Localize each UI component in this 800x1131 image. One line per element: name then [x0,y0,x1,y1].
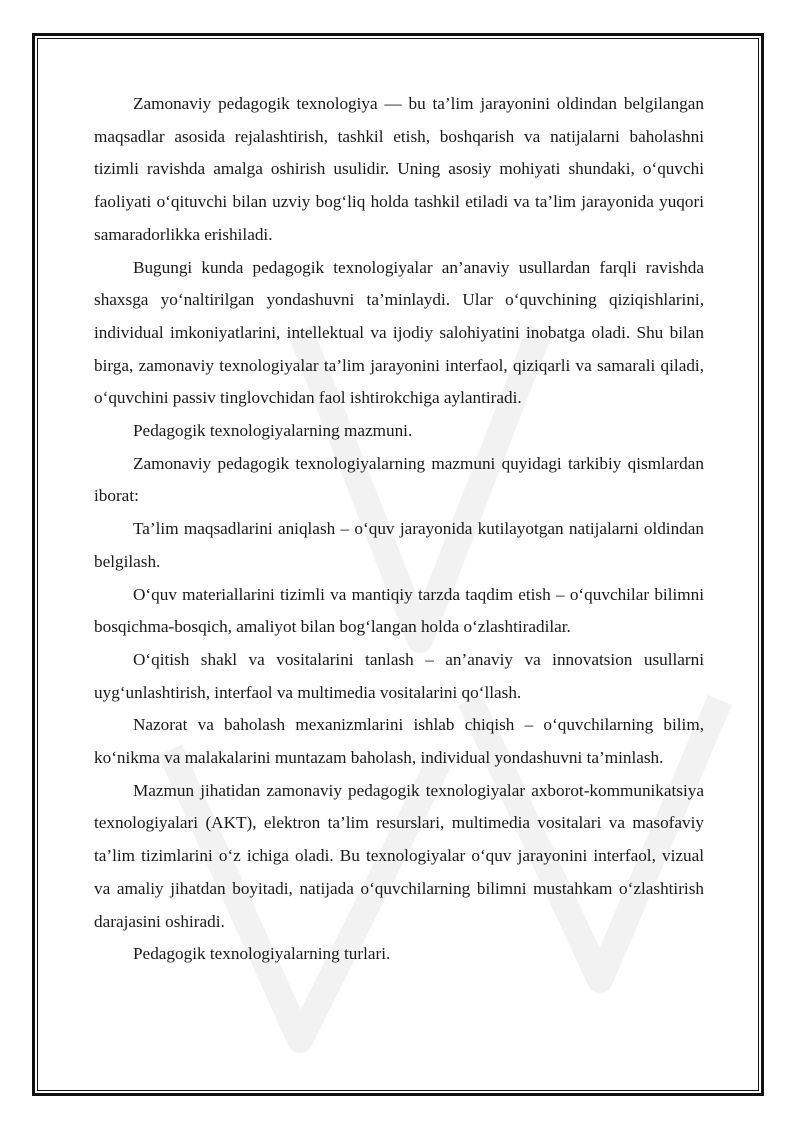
paragraph: Zamonaviy pedagogik texnologiyalarning mazmuni quyidagi tarkibiy qismlardan iborat: [94,453,704,506]
paragraph: Bugungi kunda pedagogik texnologiyalar an’anaviy usullardan farqli ravishda shaxsga yo‘naltirilgan yondashuvni ta’minlaydi. Ular o‘quvchining qiziqishlarini, individual imkoniyatlarini, intellektual va ijodiy salohiyatini inobatga oladi. Shu bilan birga, zamonaviy texnologiyalar ta’lim jarayonini interfaol, qiziqarli va samarali qiladi, o‘quvchini passiv tinglovchidan faol ishtirokchiga aylantiradi. [94,257,704,408]
document-body [94,88,704,971]
list-item: Ta’lim maqsadlarini aniqlash – o‘quv jarayonida kutilayotgan natijalarni oldindan belgilash. [94,519,704,571]
list-item: O‘qitish shakl va vositalarini tanlash – an’anaviy va innovatsion usullarni uyg‘unlashtirish, interfaol va multimedia vositalarini qo‘llash. [94,649,704,702]
section-heading: Pedagogik texnologiyalarning turlari. [133,944,391,964]
section-heading: Pedagogik texnologiyalarning mazmuni. [133,421,413,441]
list-item: Nazorat va baholash mexanizmlarini ishlab chiqish – o‘quvchilarning bilim, ko‘nikma va malakalarini muntazam baholash, individual yondashuvni ta’minlash. [94,715,704,768]
paragraph: Mazmun jihatidan zamonaviy pedagogik texnologiyalar axborot-kommunikatsiya texnologiyalari (AKT), elektron ta’lim resurslari, multimedia vositalari va masofaviy ta’lim tizimlarini o‘z ichiga oladi. Bu texnologiyalar o‘quv jarayonini interfaol, vizual va amaliy jihatdan boyitadi, natijada o‘quvchilarning bilimni mustahkam o‘zlashtirish darajasini oshiradi. [94,780,704,931]
list-item: O‘quv materiallarini tizimli va mantiqiy tarzda taqdim etish – o‘quvchilar bilimni bosqichma-bosqich, amaliyot bilan bog‘langan holda o‘zlashtiradilar. [94,584,704,637]
paragraph: Zamonaviy pedagogik texnologiya — bu ta’lim jarayonini oldindan belgilangan maqsadlar asosida rejalashtirish, tashkil etish, boshqarish va natijalarni baholashni tizimli ravishda amalga oshirish usulidir. Uning asosiy mohiyati shundaki, o‘quvchi faoliyati o‘qituvchi bilan uzviy bog‘liq holda tashkil etiladi va ta’lim jarayonida yuqori samaradorlikka erishiladi. [94,94,704,244]
